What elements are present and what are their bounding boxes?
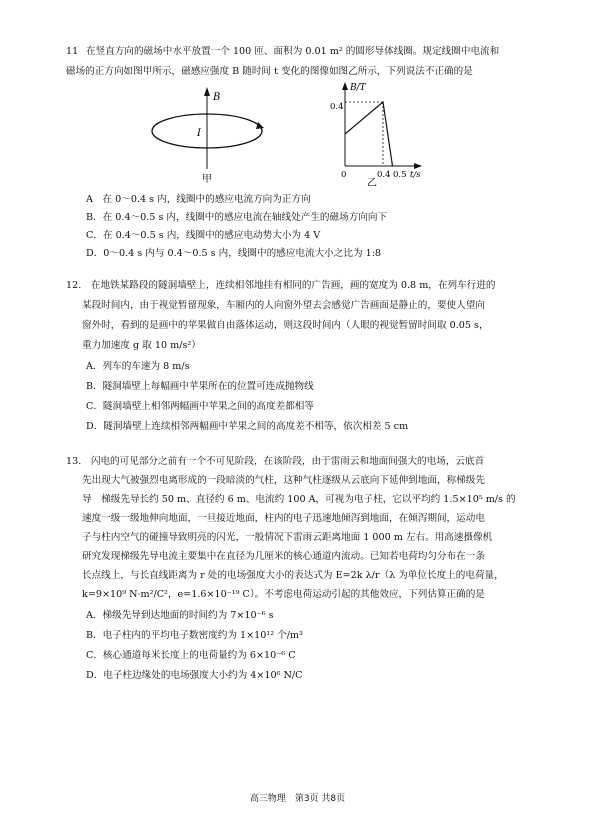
y-axis-label: B/T <box>350 83 366 93</box>
x-tick-label-1: 0.4 <box>377 170 391 180</box>
q11-stem-line-1: 在竖直方向的磁场中水平放置一个 100 匝、面积为 0.01 m² 的圆形导体线圈。规定线圈中电流和 <box>86 46 500 57</box>
q12-stem-line-2: 某段时间内，由于视觉暂留现象，车厢内的人向窗外望去会感觉广告画面是静止的，要使人望向 <box>82 300 485 311</box>
q11-number: 11 <box>66 46 79 57</box>
q13-stem-line-2: 先出现大气被强烈电离形成的一段暗淡的气柱，这种气柱逐级从云底向下延伸到地面，称梯级先 <box>82 475 485 486</box>
q11-option-b: B．在 0.4～0.5 s 内，线圈中的感应电流在轴线处产生的磁场方向向下 <box>86 212 388 223</box>
figure-yi-graph <box>330 80 430 186</box>
q11-option-a: A 在 0～0.4 s 内，线圈中的感应电流方向为正方向 <box>86 194 311 205</box>
q12-option-b: B．隧洞墙壁上每幅画中苹果所在的位置可连成抛物线 <box>86 381 314 392</box>
fig-jia-b-label: B <box>213 92 221 103</box>
q13-stem-line-4: 速度一级一级地伸向地面，一旦接近地面，柱内的电子迅速地倾泻到地面，在倾泻期间，运动电 <box>82 513 485 524</box>
q13-option-a: A．梯级先导到达地面的时间约为 7×10⁻⁶ s <box>86 610 274 621</box>
origin-label: 0 <box>341 170 347 180</box>
q13-option-d: D．电子柱边缘处的电场强度大小约为 4×10⁶ N/C <box>86 670 303 681</box>
q12-option-c: C．隧洞墙壁上相邻两幅画中苹果之间的高度差都相等 <box>86 401 314 412</box>
q13-option-b: B．电子柱内的平均电子数密度约为 1×10¹² 个/m³ <box>86 630 303 641</box>
q13-stem-line-8: k=9×10⁹ N·m²/C²，e=1.6×10⁻¹⁹ C）。不考虑电荷运动引起的其他效应，下列估算正确的是 <box>82 589 485 600</box>
x-tick-label-2: 0.5 <box>393 170 407 180</box>
q11-stem-line-2: 磁场的正方向如图甲所示，磁感应强度 B 随时间 t 变化的图像如图乙所示，下列说法不正确的是 <box>66 66 473 77</box>
q12-stem-line-1: 12. 在地铁某路段的隧洞墙壁上，连续相邻地挂有相同的广告画，画的宽度为 0.8 m，在列车行进的 <box>66 280 496 291</box>
q12-option-d: D．隧洞墙壁上连续相邻两幅画中苹果之间的高度差不相等，依次相差 5 cm <box>86 421 409 432</box>
fig-jia-caption: 甲 <box>202 174 212 184</box>
arrow-up-icon <box>204 87 210 96</box>
q13-stem-line-6: 研究发现梯级先导电流主要集中在直径为几厘米的核心通道内流动。已知若电荷均匀分布在一条 <box>82 551 485 562</box>
q13-stem-line-3: 导 梯级先导长约 50 m、直径约 6 m、电流约 100 A，可视为电子柱，它以平均约 1.5×10⁵ m/s 的 <box>82 494 516 505</box>
q13-stem-line-5: 子与柱内空气的碰撞导致明亮的闪光，一般情况下雷雨云距离地面 1 000 m 左右。用高速摄像机 <box>82 532 493 543</box>
q13-stem-line-1: 13. 闪电的可见部分之前有一个不可见阶段，在该阶段，由于雷雨云和地面间强大的电场，云底首 <box>66 456 485 467</box>
x-axis-arrow-icon <box>414 163 422 169</box>
q11-option-c: C．在 0.4～0.5 s 内，线圈中的感应电动势大小为 4 V <box>86 230 321 241</box>
page-footer: 高三物理 第3页 共8页 <box>249 794 346 804</box>
fig-yi-caption: 乙 <box>367 178 377 186</box>
y-axis-arrow-icon <box>342 82 348 90</box>
x-axis-label: t/s <box>410 170 421 180</box>
fig-jia-i-label: I <box>197 128 201 139</box>
q13-option-c: C．核心通道每米长度上的电荷量约为 6×10⁻⁶ C <box>86 650 296 661</box>
y-tick-label: 0.4 <box>330 102 344 112</box>
q12-stem-line-4: 重力加速度 g 取 10 m/s²） <box>82 340 201 351</box>
q13-stem-line-7: 长点线上，与长直线距离为 r 处的电场强度大小的表达式为 E=2k λ/r（λ 为单位长度上的电荷量， <box>82 570 504 581</box>
current-arrow-icon <box>256 122 264 129</box>
figure-jia <box>140 84 280 184</box>
b-t-line <box>345 102 393 166</box>
q12-stem-line-3: 窗外时，看到的是画中的苹果做自由落体运动，则这段时间内（人眼的视觉暂留时间取 0.05 s， <box>82 320 489 331</box>
q12-option-a: A．列车的车速为 8 m/s <box>86 361 190 372</box>
q11-option-d: D．0～0.4 s 内与 0.4～0.5 s 内，线圈中的感应电流大小之比为 1:8 <box>86 248 382 259</box>
